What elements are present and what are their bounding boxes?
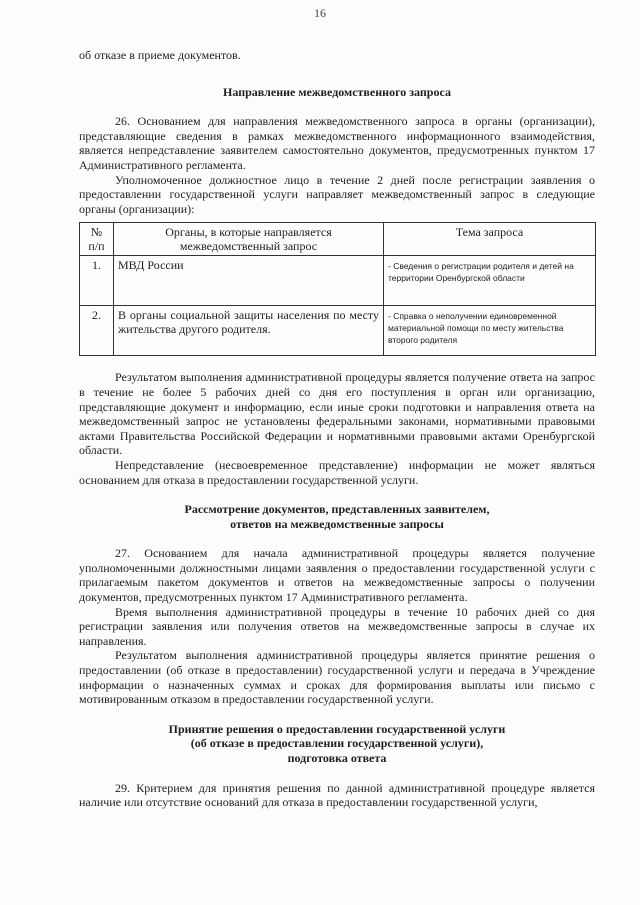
heading-document-review-line2: ответов на межведомственные запросы [230,516,444,531]
paragraph-26: 26. Основанием для направления межведомственного запроса в органы (организации), представляющие сведения в рамках межведомственного информационного взаимодействия, является непредставление заявителем самостоятельно документов, предусмотренных пунктом 17 Административного регламента. [79,114,595,172]
heading-interagency-request: Направление межведомственного запроса [223,84,451,99]
paragraph-27: 27. Основанием для начала административной процедуры является получение уполномоченными должностными лицами заявления о предоставлении государственной услуги с прилагаемым пакетом документов и ответов на межведомственные запросы о получении документов, предусмотренных пунктом 17 Административного регламента. [79,546,595,605]
paragraph-29: 29. Критерием для принятия решения по данной административной процедуре является наличие или отсутствие оснований для отказа в предоставлении государственной услуги, [79,780,595,810]
table-row [80,256,596,306]
paragraph-processing-time: Время выполнения административной процедуры в течение 10 рабочих дней со дня регистрации заявления или получения ответов на межведомственные запросы в случае их направления. [79,604,595,648]
table-header-number: № п/п [80,223,114,256]
table-header-organs: Органы, в которые направляется межведомственный запрос [114,223,384,256]
page-number: 16 [314,6,326,20]
table-cell-topic: - Справка о неполучении единовременной материальной помощи по месту жительства второго родителя [384,306,596,356]
paragraph-result-decision: Результатом выполнения административной процедуры является принятие решения о предоставлении (об отказе в предоставлении) государственной услуги и передача в Учреждение информации о назначенных суммах и сроках для формирования выплаты или письмо с мотивированным отказом в предоставлении государственной услуги. [79,648,595,707]
intro-line: об отказе в приеме документов. [79,48,241,62]
table-row [80,306,596,356]
paragraph-result-request: Результатом выполнения административной процедуры является получение ответа на запрос в течение не более 5 рабочих дней со дня его поступления в орган или организацию, представляющие документ и информацию, если иные сроки подготовки и направления ответа на межведомственный запрос не установлены федеральными законами, нормативными правовыми актами Правительства Российской Федерации и нормативными правовыми актами Оренбургской области. [79,370,595,458]
table-cell-organ: В органы социальной защиты населения по месту жительства другого родителя. [114,306,384,356]
paragraph-nonsubmission: Непредставление (несвоевременное представление) информации не может являться основанием для отказа в предоставлении государственной услуги. [79,457,595,487]
request-table [79,222,596,356]
table-cell-organ: МВД России [114,256,384,306]
table-header-topic: Тема запроса [384,223,596,256]
table-cell-number: 1. [80,256,114,306]
heading-decision-line3: подготовка ответа [287,751,387,765]
heading-decision-line2: (об отказе в предоставлении государственной услуги), [190,736,484,751]
table-cell-topic: - Сведения о регистрации родителя и детей на территории Оренбургской области [384,256,596,306]
table-header-row [80,223,596,256]
paragraph-authorized-official: Уполномоченное должностное лицо в течение 2 дней после регистрации заявления о предоставлении государственной услуги направляет межведомственный запрос в следующие органы (организации): [79,172,595,216]
heading-document-review-line1: Рассмотрение документов, представленных заявителем, [184,502,490,517]
page-content [79,48,595,810]
heading-decision-line1: Принятие решения о предоставлении государственной услуги [168,721,506,736]
table-cell-number: 2. [80,306,114,356]
